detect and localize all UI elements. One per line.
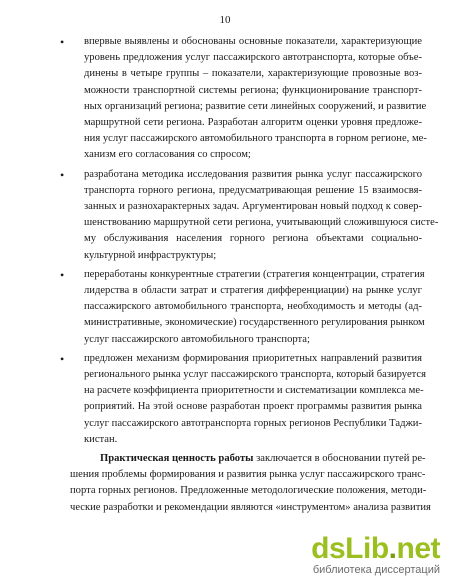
bullet-item (70, 167, 439, 264)
bullet-line: пассажирского автомобильного транспорта, необходимость и методы (ад- (84, 301, 422, 313)
bullet-line: ния услуг пассажирского автомобильного транспорта в горном регионе, ме- (84, 133, 427, 145)
bullet-line: регионального рынка услуг пассажирского транспорта, который базируется (84, 369, 426, 381)
bullet-line: услуг пассажирского автотранспорта горных регионов Республики Таджи- (84, 417, 422, 429)
paragraph-line (70, 451, 426, 467)
watermark-subtitle: библиотека диссертаций (312, 564, 440, 576)
logo-tld: net (396, 532, 440, 565)
bullet-item (70, 267, 425, 348)
dslib-logo (300, 534, 440, 564)
logo-main: dsLib (311, 532, 389, 565)
bullet-line: кистан. (84, 433, 118, 445)
page-number: 10 (219, 14, 231, 26)
bullet-line: роприятий. На этой основе разработан проект программы развития рынка (84, 401, 422, 413)
bullet-line: услуг пассажирского автомобильного транспорта; (84, 333, 310, 345)
dslib-watermark (300, 534, 440, 576)
bullet-line: маршрутной сети региона. Разработан алгоритм оценки уровня предложе- (84, 117, 422, 129)
bullet-line: ханизм его согласования со спросом; (84, 149, 251, 161)
bullet-line: транспорта горного региона, предусматривающая решение 15 взаимосвя- (84, 184, 422, 196)
paragraph-line: ческие разработки и рекомендации являются «инструментом» анализа развития (70, 501, 431, 513)
bullet-line: • предложен механизм формирования приоритетных направлений развития (84, 352, 422, 364)
bullet-line: ных организаций региона; развитие сети линейных сооружений, и развитие (84, 100, 427, 112)
bullet-line: лидерства в области затрат и стратегия дифференциации) на рынке услуг (84, 285, 422, 297)
bullet-line: на расчете коэффициента приоритетности и систематизации комплекса ме- (84, 385, 424, 397)
bullet-line: культурной инфраструктуры; (84, 249, 217, 261)
bullet-line: шенствованию маршрутной сети региона, учитывающий сложившуюся систе- (84, 217, 439, 229)
bullet-line: министративные, экономические) государственного регулирования рынком (84, 317, 425, 329)
paragraph-line-rest: заключается в обосновании путей ре- (253, 453, 426, 465)
bullet-line: • переработаны конкурентные стратегии (стратегия концентрации, стратегия (84, 268, 425, 280)
bullet-line: уровень предложения услуг пассажирского автотранспорта, которые объе- (84, 52, 422, 64)
bullet-line: занных и разнохарактерных задач. Аргументирован новый подход к совер- (84, 201, 422, 213)
bullet-line: динены в четыре группы – показатели, характеризующие провозные воз- (84, 68, 422, 80)
bullet-line: • впервые выявлены и обоснованы основные показатели, характеризующие (84, 36, 422, 47)
paragraph-line: порта горных регионов. Предложенные методологические положения, методи- (70, 485, 427, 497)
logo-dot: . (388, 532, 397, 565)
paragraph-line: шения проблемы формирования и развития рынка услуг пассажирского транс- (70, 469, 426, 481)
bullet-list (70, 34, 439, 448)
practical-value-heading: Практическая ценность работы (100, 453, 254, 465)
bullet-line: му обслуживания населения горного региона объектами социально- (84, 233, 422, 245)
bullet-item (70, 351, 426, 448)
bullet-line: • разработана методика исследования развития рынка услуг пассажирского (84, 168, 422, 180)
practical-value-paragraph (70, 451, 431, 516)
bullet-line: можности транспортной системы региона; функционирование транспорт- (84, 84, 422, 96)
bullet-item (70, 34, 427, 164)
document-body (70, 34, 439, 516)
